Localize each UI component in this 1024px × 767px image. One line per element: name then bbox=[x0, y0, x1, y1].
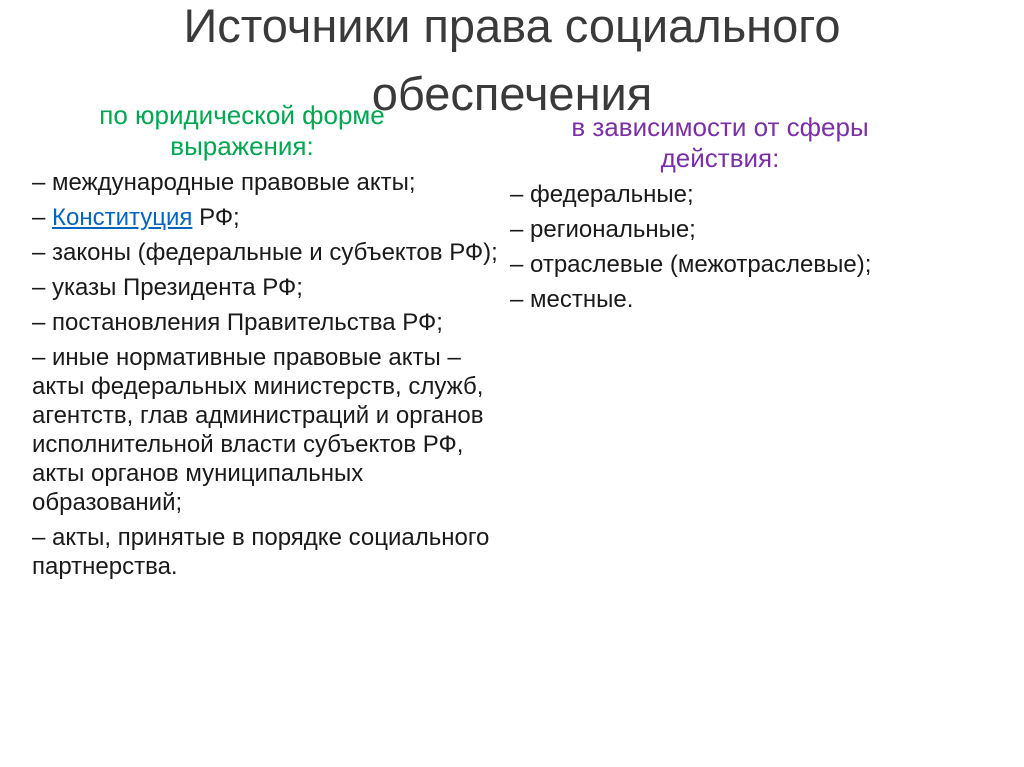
left-column-heading-line1: по юридической форме bbox=[99, 100, 385, 130]
list-item-suffix: РФ; bbox=[192, 204, 240, 231]
list-item: – федеральные; bbox=[510, 181, 694, 208]
list-item: – международные правовые акты; bbox=[32, 169, 416, 196]
list-item: – отраслевые (межотраслевые); bbox=[510, 251, 872, 278]
right-column-heading-line2: действия: bbox=[660, 143, 780, 173]
list-item: – постановления Правительства РФ; bbox=[32, 309, 443, 336]
slide-title-line1: Источники права социального bbox=[183, 0, 841, 52]
list-item: – местные. bbox=[510, 286, 634, 313]
right-column bbox=[510, 112, 930, 320]
list-item: – законы (федеральные и субъектов РФ); bbox=[32, 239, 498, 266]
left-column-heading-line2: выражения: bbox=[170, 131, 314, 161]
left-column-list bbox=[32, 168, 502, 581]
list-item-prefix: – bbox=[32, 204, 53, 231]
left-column bbox=[32, 100, 502, 587]
slide-title-line2: обеспечения bbox=[371, 67, 653, 120]
list-item-constitution bbox=[32, 203, 502, 232]
list-item: – акты, принятые в порядке социального партнерства. bbox=[32, 524, 490, 580]
right-column-heading-line1: в зависимости от сферы bbox=[571, 112, 869, 142]
left-column-heading bbox=[32, 100, 452, 162]
list-item: – указы Президента РФ; bbox=[32, 274, 303, 301]
list-item: – иные нормативные правовые акты – акты федеральных министерств, служб, агентств, глав администраций и органов исполнительной власти субъектов РФ, акты органов муниципальных образований; bbox=[32, 344, 484, 516]
right-column-list bbox=[510, 180, 930, 314]
right-column-heading bbox=[510, 112, 930, 174]
list-item: – региональные; bbox=[510, 216, 696, 243]
constitution-link[interactable]: Конституция bbox=[52, 204, 193, 231]
